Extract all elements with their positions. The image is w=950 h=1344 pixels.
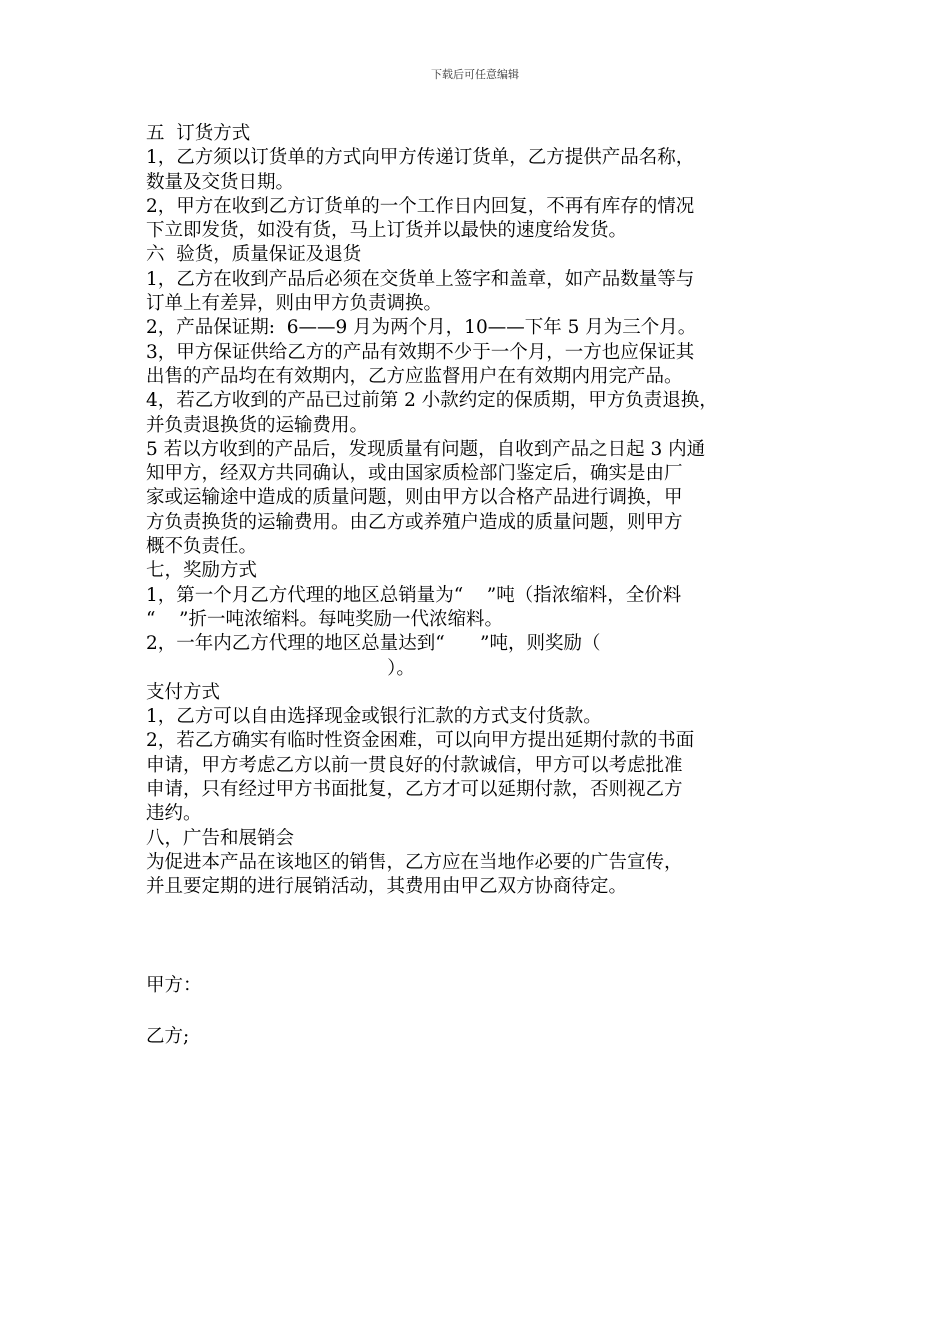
document-line: 下立即发货，如没有货，马上订货并以最快的速度给发货。 (146, 220, 628, 242)
document-line: “ ”折一吨浓缩料。每吨奖励一代浓缩料。 (146, 608, 503, 630)
document-line: 并负责退换货的运输费用。 (146, 414, 369, 436)
document-line: 订单上有差异，则由甲方负责调换。 (146, 293, 443, 315)
document-line: 3，甲方保证供给乙方的产品有效期不少于一个月，一方也应保证其 (146, 341, 695, 363)
document-line: 2，产品保证期: 6——9 月为两个月，10——下年 5 月为三个月。 (146, 317, 697, 339)
document-line: 为促进本产品在该地区的销售，乙方应在当地作必要的广告宣传， (146, 851, 683, 873)
signature-party-a: 甲方： (146, 975, 202, 996)
document-line: 2，若乙方确实有临时性资金困难，可以向甲方提出延期付款的书面 (146, 730, 695, 752)
document-line: 七，奖励方式 (146, 560, 258, 582)
document-line: 1，乙方可以自由选择现金或银行汇款的方式支付货款。 (146, 706, 602, 728)
document-line: 概不负责任。 (146, 536, 258, 558)
document-line: 申请，甲方考虑乙方以前一贯良好的付款诚信，甲方可以考虑批准 (146, 754, 683, 776)
document-line: 4，若乙方收到的产品已过前第 2 小款约定的保质期，甲方负责退换， (146, 390, 718, 412)
document-line: 1，乙方须以订货单的方式向甲方传递订货单，乙方提供产品名称， (146, 147, 695, 169)
document-line: 1，乙方在收到产品后必须在交货单上签字和盖章，如产品数量等与 (146, 268, 695, 290)
document-line: 出售的产品均在有效期内，乙方应监督用户在有效期内用完产品。 (146, 365, 683, 387)
document-line: 知甲方，经双方共同确认，或由国家质检部门鉴定后，确实是由厂 (146, 463, 683, 485)
document-line: 方负责换货的运输费用。由乙方或养殖户造成的质量问题，则甲方 (146, 511, 683, 533)
document-line: 五 订货方式 (146, 123, 251, 144)
document-line: 支付方式 (146, 681, 221, 703)
document-line: 2，甲方在收到乙方订货单的一个工作日内回复，不再有库存的情况 (146, 195, 695, 217)
document-body (146, 122, 826, 900)
document-line: 违约。 (146, 803, 202, 825)
page-header-note: 下载后可任意编辑 (431, 68, 519, 81)
document-line: 六 验货，质量保证及退货 (146, 244, 362, 266)
document-line: 并且要定期的进行展销活动，其费用由甲乙双方协商待定。 (146, 876, 628, 898)
document-line: 数量及交货日期。 (146, 171, 295, 193)
document-line: 1，第一个月乙方代理的地区总销量为“ ”吨（指浓缩料，全价料 (146, 584, 682, 606)
document-line: 家或运输途中造成的质量问题，则由甲方以合格产品进行调换，甲 (146, 487, 683, 509)
document-line: ）。 (146, 657, 415, 679)
document-line: 八，广告和展销会 (146, 827, 295, 849)
document-line: 申请，只有经过甲方书面批复，乙方才可以延期付款，否则视乙方 (146, 779, 683, 801)
document-line: 5 若以方收到的产品后，发现质量有问题，自收到产品之日起 3 内通 (146, 438, 706, 460)
document-line: 2，一年内乙方代理的地区总量达到“ ”吨，则奖励（ (146, 633, 601, 655)
signature-party-b: 乙方; (146, 1026, 190, 1047)
